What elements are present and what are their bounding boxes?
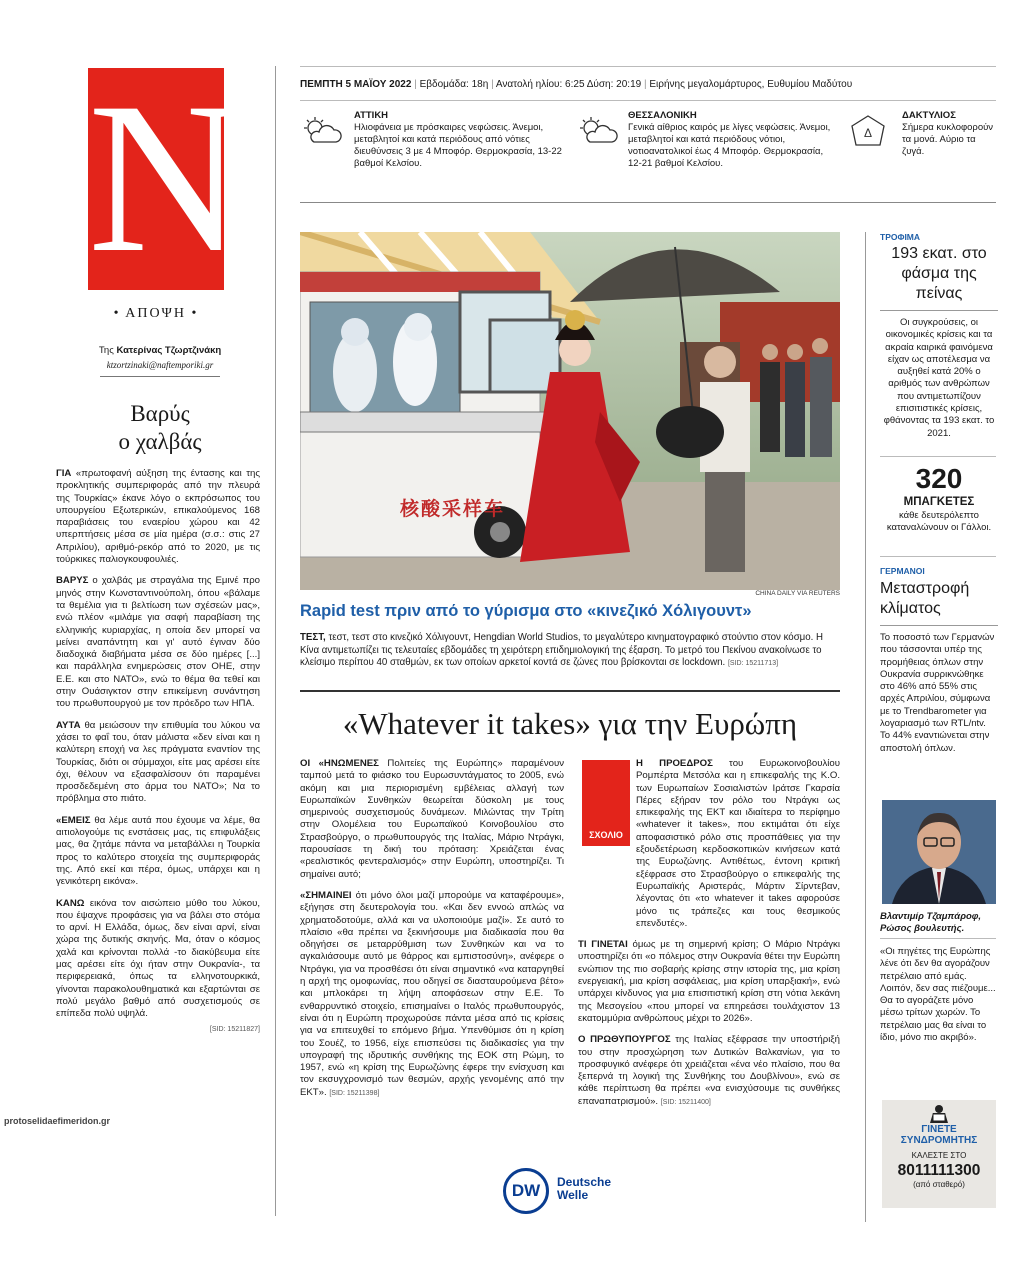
subscribe-title2: ΣΥΝΔΡΟΜΗΤΗΣ [900,1135,978,1146]
article-paragraph: Η ΠΡΟΕΔΡΟΣ του Ευρωκοινοβουλίου Ρομπέρτα Μετσόλα και η επικεφαλής της Κ.Ο. των Ευρωπαίων Σοσιαλιστών Ιράτσε Γκαρσία Πέρες εξήραν τον ρόλο του Ντράγκι ως επικεφαλής της ΕΚΤ και ιδιαίτερα το περίφημο «whatever it takes», που εκτιμάται ότι είχε αποφασιστικό ρόλο στις προσπάθειες για την εξουδετέρωση κερδοσκοπικών κινήσεων κατά της Ευρωζώνης. Αντιθέτως, έντονη κριτική εξέφρασε στο Στρασβούργο ο επικεφαλής της Ευρωπαϊκής Αριστεράς, Μάρτιν Σίρντεβαν, λέγοντας ότι «το whatever it takes αφορούσε μόνο τις τράπεζες και τους θεσμικούς επενδυτές». [636,758,840,929]
food-box [880,232,998,440]
opinion-paragraph: ΚΑΝΩ εικόνα τον αισώπειο μύθο του λύκου, που έψαχνε προφάσεις για να βάλει στο στόμα το αρνί. Η Ελλάδα, όμως, δεν είναι αρνί, είναι χώρα της δυτικής σκηνής. Μα, όταν ο κόσμος χαλά και κρίνονται πολλά -το διακύβευμα είτε μας αρέσει είτε όχι ήταν στην Ουκρανία-, τα περιφερειακά, όπως τα ελληνοτουρκικά, γίνονται παρακολουθηματικά και εξαρτώνται σε πολύ μεγάλο βαθμό από συσχετισμούς σε επίπεδα πολύ υψηλά. [56,897,260,1020]
opinion-paragraph: «ΕΜΕΙΣ θα λέμε αυτά που έχουμε να λέμε, θα αιτιολογούμε τις ενστάσεις μας, τις επιφυλάξεις μας, θα ζητάμε πάντα να μεταβάλλει η Τουρκία προς το καλύτερο στοιχεία της συμπεριφοράς της. Από εκεί και πέρα, όμως, υπάρχει και η γενικότερη εικόνα». [56,814,260,888]
article-paragraph: ΟΙ «ΗΝΩΜΕΝΕΣ Πολιτείες της Ευρώπης» παραμένουν ταμπού μετά το φιάσκο του Ευρωσυντάγματος το 2005, ενώ ακόμη και μια περιορισμένη εμβέλειας αλλαγή των Ευρωπαϊκών Συνθηκών θεωρείται δύσκολη με τους σημερινούς συσχετισμούς δυνάμεων. Μιλώντας την Τρίτη στην Ολομέλεια του Ευρωπαϊκού Κοινοβουλίου στο Στρασβούργο, ο πρωθυπουργός της Ιταλίας, Μάριο Ντράγκι, παρουσίασε τη δική του πρόταση: Χρειάζεται ένας «ρεαλιστικός φεντεραλισμός» στην Ευρώπη, υποστηρίζει. Τι σημαίνει αυτό; [300,758,565,880]
germans-title: Μεταστροφή κλίματος [880,580,970,617]
opinion-title-line2: ο χαλβάς [118,429,202,454]
article-col1 [300,758,564,1100]
opinion-paragraph: ΒΑΡΥΣ ο χαλβάς με στραγάλια της Εμινέ προ μηνός στην Κωνσταντινούπολη, όπου «βάλαμε τα θεμέλια για τι βελτίωση των σχέσεών μας», ενώ πλέον «μιλάμε για σαφή παραβίαση της ελληνικής κυριαρχίας, η οποία δεν μπορεί να μείνει αναπάντητη και γι' αυτό έγιναν δύο διαδοχικά διαβήματα μέσα σε δύο ημέρες [...] και παράλληλα ενημερώσεις στον ΟΗΕ, στην Ε.Ε. και στο ΝΑΤΟ», ενώ το θέμα θα τεθεί και στην Ουάσιγκτον στην επικείμενη συνάντηση του πρωθυπουργού με τον πρόεδρο των ΗΠΑ. [56,575,260,710]
top-rule [300,66,996,67]
weather-rule [300,202,996,203]
photo-rule [300,690,840,692]
quote-text: «Οι πηγέτες της Ευρώπης λένε ότι δεν θα αγοράζουν πετρέλαιο από εμάς. Λοιπόν, δεν σας πιέζουμε... Θα το αγοράζετε μόνο μέσω τρίτων χωρών. Το πετρέλαιο μας θα είναι το ίδιο, μόνο πιο ακριβό». [880,946,996,1044]
germans-text: Το ποσοστό των Γερμανών που τάσσονται υπέρ της προμήθειας όπλων στην Ουκρανία συρρικνώθηκε στο 46% από 55% στις αρχές Απριλίου, σύμφωνα με το Trendbarometer για λογαριασμό των RTL/ntv. Το 44% εναντιώνεται στην αποστολή όπλων. [880,632,995,754]
dateline-week: Εβδομάδα: 18η [419,79,489,90]
subscribe-title1: ΓΙΝΕΤΕ [921,1124,957,1135]
opinion-paragraph: ΑΥΤΑ θα μειώσουν την επιθυμία του λύκου να χάσει το φαΐ του, όταν μάλιστα «δεν είναι και η καλύτερη εποχή να λες πράγματα εναντίον της Τουρκίας, διότι οι σύμμαχοι, είτε μας αρέσει είτε όχι, θέλουν να εξασφαλίσουν ότι παραμένει προσδεδεμένη στο άρμα του ΝΑΤΟ»; Να το πρόβλημα στο πιάτο. [56,719,260,805]
photo-caption: Rapid test πριν από το γύρισμα στο «κινεζικό Χόλιγουντ» [300,602,752,620]
byline-divider [100,376,220,377]
subscribe-call: ΚΑΛΕΣΤΕ ΣΤΟ [911,1151,967,1160]
sidebar-rule [880,456,996,457]
stat-label: ΜΠΑΓΚΕΤΕΣ [903,496,975,508]
subscribe-phone[interactable]: 8011111300 [897,1162,981,1179]
stat-text: κάθε δευτερόλεπτο καταναλώνουν οι Γάλλοι. [886,510,992,533]
weather-text: Ηλιοφάνεια με πρόσκαιρες νεφώσεις. Άνεμοι, μεταβλητοί και κατά περιόδους από νότιες διευθύνσεις 3 με 4 Μποφόρ. Θερμοκρασία, 13-22 βαθμοί Κελσίου. [354,122,562,169]
photo-sid: [SID: 15211713] [727,660,779,667]
germans-box [880,566,998,755]
dateline-sun: Ανατολή ηλίου: 6:25 Δύση: 20:19 [495,79,642,90]
byline-email: ktzortzinaki@naftemporiki.gr [106,360,214,370]
byline-author: Κατερίνας Τζωρτζινάκη [116,345,222,356]
dateline-rule [300,100,996,101]
comment-label-text: ΣΧΟΛΙΟ [589,830,623,840]
weather-region: ΑΤΤΙΚΗ [354,110,389,121]
food-kicker: ΤΡΟΦΙΜΑ [880,232,921,242]
stat-number: 320 [915,463,963,494]
weather-region: ΘΕΣΣΑΛΟΝΙΚΗ [628,110,697,121]
food-text: Οι συγκρούσεις, οι οικονομικές κρίσεις και τα ακραία καιρικά φαινόμενα είχαν ως αποτέλεσμα να αυξηθεί κατά 20% ο αριθμός των ανθρώπων που αντιμετωπίζουν επισιτιστικές κρίσεις, φθάνοντας τα 193 εκατ. το 2021. [883,317,995,439]
article-paragraph: ΤΙ ΓΙΝΕΤΑΙ όμως με τη σημερινή κρίση; Ο Μάριο Ντράγκι υποστηρίζει ότι «ο πόλεμος στην Ουκρανία θέτει την Ευρώπη ενώπιον της πιο σοβαρής κρίσης στην ιστορία της, μια κρίση ενεργειακή, μια κρίση ασφάλειας, μια κρίση υπαρξιακή», ενώ υπάρχει κίνδυνος για μια επισιτιστική κρίση στη νότια λεκάνη της Μεσογείου «που μπορεί να επηρεάσει τουλάχιστον 13 εκατομμύρια ανθρώπους μέχρι το 2026». [578,939,840,1024]
watermark: protoselidaefimeridon.gr [4,1116,111,1126]
news-photo [300,232,840,590]
opinion-paragraph: ΓΙΑ «πρωτοφανή αύξηση της έντασης και της προκλητικής συμπεριφοράς από την πλευρά της Τουρκίας» έκανε λόγο ο εκπρόσωπος του υπουργείου Εξωτερικών, επικαλούμενος 168 παραβιάσεις του εναερίου χώρου και 42 υπερπτήσεις μέσα σε μία ημέρα (σ.σ.: στις 27 Απριλίου), αριθμό-ρεκόρ από το 2020, με τις τούρκικες παλιογκουφουλιές. [56,468,260,566]
dw-line1: Deutsche [557,1175,612,1189]
dateline-saints: Ειρήνης μεγαλομάρτυρος, Ευθυμίου Μαδύτου [649,79,853,90]
traffic-ring-icon [848,114,888,148]
dw-mark: DW [503,1168,549,1214]
food-title: 193 εκατ. στο φάσμα της πείνας [891,245,987,302]
article-col2 [578,758,840,1109]
weather-text: Σήμερα κυκλοφορούν τα μονά. Αύριο τα ζυγά. [902,122,994,157]
section-label: • ΑΠΟΨΗ • [113,306,199,321]
dw-logo [503,1168,653,1214]
subscribe-box[interactable] [882,1100,996,1208]
svg-text:Δ: Δ [863,126,873,140]
column-divider [275,66,276,1216]
article-paragraph: «ΣΗΜΑΙΝΕΙ ότι μόνο όλοι μαζί μπορούμε να καταφέρουμε», εξήγησε στη δευτερολογία του. «Και δεν εννοώ απλώς να χρηματοδοτούμε, αλλά και να υλοποιούμε μαζί». Σε αυτό το πλαίσιο «θα πρέπει να ξεκινήσουμε μια διαδικασία που θα οδηγήσει σε μεταρρύθμιση των Συνθηκών και να το αγκαλιάσουμε αυτό με θάρρος και εμπιστοσύνη», ανέφερε ο Ντράγκι, για να προσθέσει ότι είναι σημαντικό «να καταργηθεί η αρχή της ομοφωνίας, που οδηγεί σε διασταυρούμενα βέτο» και μπλοκάρει τη λήψη αποφάσεων στην Ε.Ε. Το ενθαρρυντικό στοιχείο, επισημαίνει ο Ιταλός πρωθυπουργός, είναι ότι η Ευρώπη προχωρούσε πάντα μέσα από τις κρίσεις για να επιτευχθεί το επόμενο βήμα. Υπενθύμισε ότι η κρίση του Σουέζ, το 1956, είχε επισπεύσει τις διαδικασίες για την υπογραφή της ιδρυτικής συνθήκης της ΕΟΚ στη Ρώμη, το 1957, ενώ «η κρίση της Ευρωζώνης έφερε την ενίσχυση και τον εκσυγχρονισμό των θεσμών, αρχής γενομένης από την ΕΚΤ». [SID: 15211398] [300,889,564,1098]
newspaper-reader-icon [927,1104,951,1124]
photo-credit: CHINA DAILY VIA REUTERS [755,590,840,597]
byline-prefix: Της [98,345,114,356]
opinion-sid: [SID: 15211827] [209,1026,260,1034]
dateline: ΠΕΜΠΤΗ 5 ΜΑΪΟΥ 2022 | Εβδομάδα: 18η | Ανατολή ηλίου: 6:25 Δύση: 20:19 | Ειρήνης μεγαλομάρτυρος, Ευθυμίου Μαδύτου [300,79,853,90]
sidebar-rule [880,556,996,557]
byline [60,345,260,356]
partly-cloudy-icon [300,116,344,146]
sidebar-divider [865,232,866,1222]
subscribe-note: (από σταθερό) [913,1180,965,1189]
opinion-title [60,400,260,456]
dateline-date: ΠΕΜΠΤΗ 5 ΜΑΪΟΥ 2022 [300,79,412,90]
stat-box [880,462,998,534]
opinion-title-line1: Βαρύς [130,401,190,426]
sidebar-rule [880,938,996,939]
weather-region: ΔΑΚΤΥΛΙΟΣ [902,110,956,121]
portrait-photo [882,800,996,904]
partly-cloudy-icon [576,116,620,146]
photo-text: ΤΕΣΤ, τεστ, τεστ στο κινεζικό Χόλιγουντ, Hengdian World Studios, το μεγαλύτερο κινηματογραφικό στούντιο στον κόσμο. Η Κίνα αντιμετωπίζει τις τελευταίες εβδομάδες τη χειρότερη επιδημιολογική της έξαρση. Το μετρό του Πεκίνου ανακοίνωσε το κλείσιμο περίπου 40 σταθμών, εκ των οποίων αρκετοί κοντά σε ζώνες που βρίσκονται σε lockdown. [SID: 15211713] [300,632,824,668]
opinion-body [56,468,260,1033]
van-sign: 核酸采样车 [400,499,506,520]
weather-text: Γενικά αίθριος καιρός με λίγες νεφώσεις. Άνεμοι, μεταβλητοί και κατά περιόδους νότιοι, νοτιοανατολικοί έως 4 Μποφόρ. Θερμοκρασία, 12-21 βαθμοί Κελσίου. [628,122,831,169]
quote-person: Βλαντιμίρ Τζαμπάροφ, Ρώσος βουλευτής. [880,911,982,934]
masthead-logo [88,58,244,297]
masthead-letter: N [88,58,244,297]
article-paragraph: Ο ΠΡΩΘΥΠΟΥΡΓΟΣ της Ιταλίας εξέφρασε την υποστήριξή του στην προσχώρηση των Δυτικών Βαλκανίων, για το προσφυγικό ανέφερε ότι χρειάζεται «ένα νέο πλαίσιο, που θα ξεπερνά τη λογική της Συνθήκης του Δουβλίνου», ενώ σε κάθε περίπτωση θα πρέπει «να ενισχύσουμε τις συνθήκες επαναπατρισμού». [SID: 15211400] [578,1034,840,1107]
main-headline: «Whatever it takes» για την Ευρώπη [342,706,798,741]
germans-kicker: ΓΕΡΜΑΝΟΙ [880,566,925,576]
dw-line2: Welle [557,1188,589,1202]
